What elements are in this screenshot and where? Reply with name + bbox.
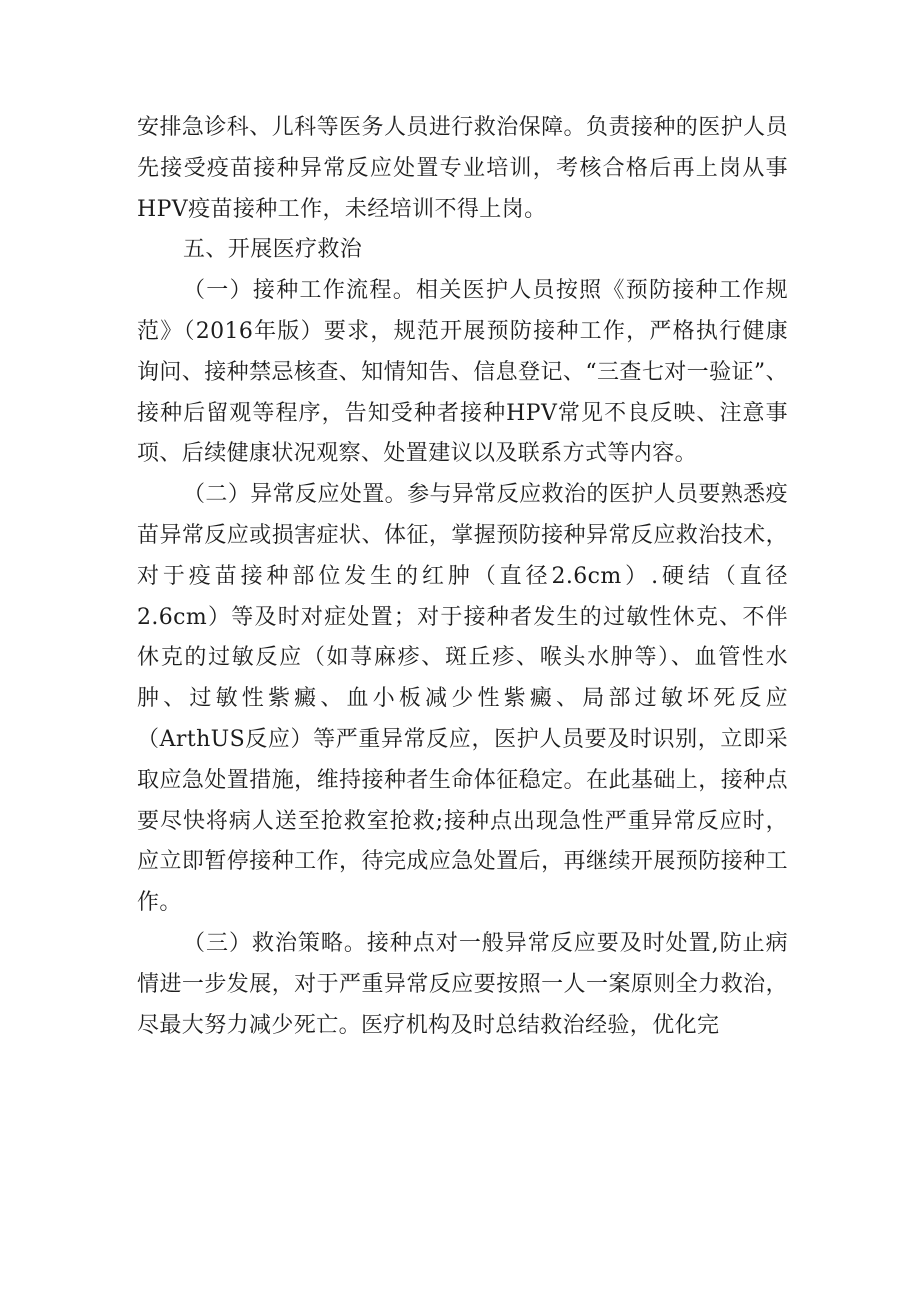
paragraph-adverse-reaction-handling: （二）异常反应处置。参与异常反应救治的医护人员要熟悉疫苗异常反应或损害症状、体征，掌握预防接种异常反应救治技术，对于疫苗接种部位发生的红肿（直径2.6cm）.硬结（直径2.6cm）等及时对症处置；对于接种者发生的过敏性休克、不伴休克的过敏反应（如荨麻疹、斑丘疹、喉头水肿等）、血管性水肿、过敏性紫癜、血小板减少性紫癜、局部过敏坏死反应（ArthUS反应）等严重异常反应，医护人员要及时识别，立即采取应急处置措施，维持接种者生命体征稳定。在此基础上，接种点要尽快将病人送至抢救室抢救;接种点出现急性严重异常反应时，应立即暂停接种工作，待完成应急处置后，再继续开展预防接种工作。 [137,482,788,916]
section-heading-medical-treatment: 五、开展医疗救治 [183,237,363,263]
paragraph-treatment-strategy: （三）救治策略。接种点对一般异常反应要及时处置,防止病情进一步发展，对于严重异常反应要按照一人一案原则全力救治，尽最大努力减少死亡。医疗机构及时总结救治经验，优化完 [137,930,788,1038]
paragraph-vaccination-workflow: （一）接种工作流程。相关医护人员按照《预防接种工作规范》（2016年版）要求，规范开展预防接种工作，严格执行健康询问、接种禁忌核查、知情知告、信息登记、“三查七对一验证”、接种后留观等程序，告知受种者接种HPV常见不良反映、注意事项、后续健康状况观察、处置建议以及联系方式等内容。 [137,278,788,467]
paragraph-staffing: 安排急诊科、儿科等医务人员进行救治保障。负责接种的医护人员先接受疫苗接种异常反应处置专业培训，考核合格后再上岗从事HPV疫苗接种工作，未经培训不得上岗。 [137,115,788,222]
document-body [137,108,788,1046]
